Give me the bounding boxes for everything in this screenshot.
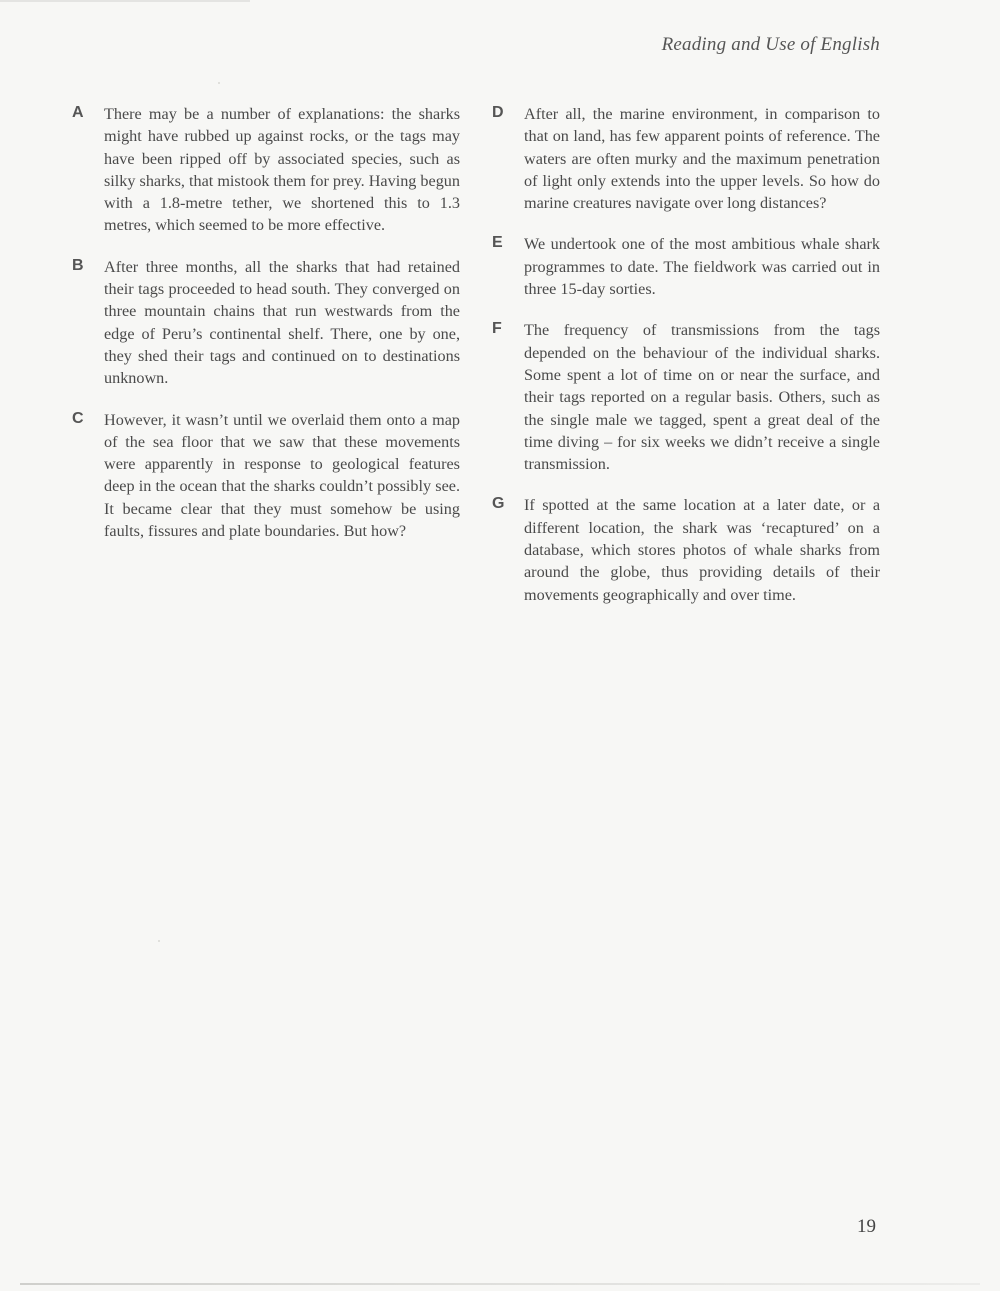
paragraph-text: After three months, all the sharks that had retained their tags proceeded to head south. They converged on three mountain chains that run westwards from the edge of Peru’s continental shelf. There, one by one, they shed their tags and continued on to destinations unknown. — [104, 257, 460, 388]
paragraph-letter: D — [492, 104, 504, 121]
paragraph-b — [70, 256, 462, 390]
scan-speck — [218, 82, 220, 84]
paragraph-text: If spotted at the same location at a later date, or a different location, the shark was ‘recaptured’ on a database, which stores photos of whale sharks from around the globe, thus providing details of their movements geographically and over time. — [524, 496, 880, 604]
paragraph-letter: F — [492, 320, 502, 338]
scan-speck — [158, 940, 160, 942]
bottom-rule — [20, 1283, 980, 1285]
paragraph-letter: G — [492, 495, 505, 513]
paragraph-g — [490, 494, 882, 605]
top-rule — [0, 0, 250, 2]
page-number: 19 — [857, 1216, 876, 1237]
running-header: Reading and Use of English — [661, 34, 880, 55]
paragraph-d — [490, 103, 882, 214]
paragraph-a — [70, 103, 462, 237]
paragraph-text: After all, the marine environment, in comparison to that on land, has few apparent points of reference. The waters are often murky and the maximum penetration of light only extends into the upper levels. So how do marine creatures navigate over long distances? — [524, 105, 880, 213]
paragraph-letter: A — [72, 104, 84, 121]
paragraph-letter: C — [72, 409, 84, 427]
paragraph-letter: E — [492, 234, 503, 252]
paragraph-c — [70, 409, 462, 543]
paragraph-text: We undertook one of the most ambitious whale shark programmes to date. The fieldwork was carried out in three 15-day sorties. — [524, 235, 880, 299]
paragraph-letter: B — [72, 256, 84, 274]
paragraph-text: However, it wasn’t until we overlaid them onto a map of the sea floor that we saw that these movements were apparently in response to geological features deep in the ocean that the sharks couldn’t possibly see. It became clear that they must somehow be using faults, fissures and plate boundaries. But how? — [104, 410, 460, 541]
paragraph-text: There may be a number of explanations: the sharks might have rubbed up against rocks, or the tags may have been ripped off by associated species, such as silky sharks, that mistook them for prey. Having begun with a 1.8-metre tether, we shortened this to 1.3 metres, which seemed to be more effective. — [104, 105, 460, 235]
left-column — [70, 103, 462, 561]
right-column — [490, 103, 882, 625]
paragraph-f — [490, 319, 882, 475]
paragraph-text: The frequency of transmissions from the tags depended on the behaviour of the individual sharks. Some spent a lot of time on or near the surface, and their tags reported on a regular basis. Others, such as the single male we tagged, spent a great deal of the time diving – for six weeks we didn’t receive a single transmission. — [524, 321, 880, 474]
paragraph-e — [490, 233, 882, 300]
